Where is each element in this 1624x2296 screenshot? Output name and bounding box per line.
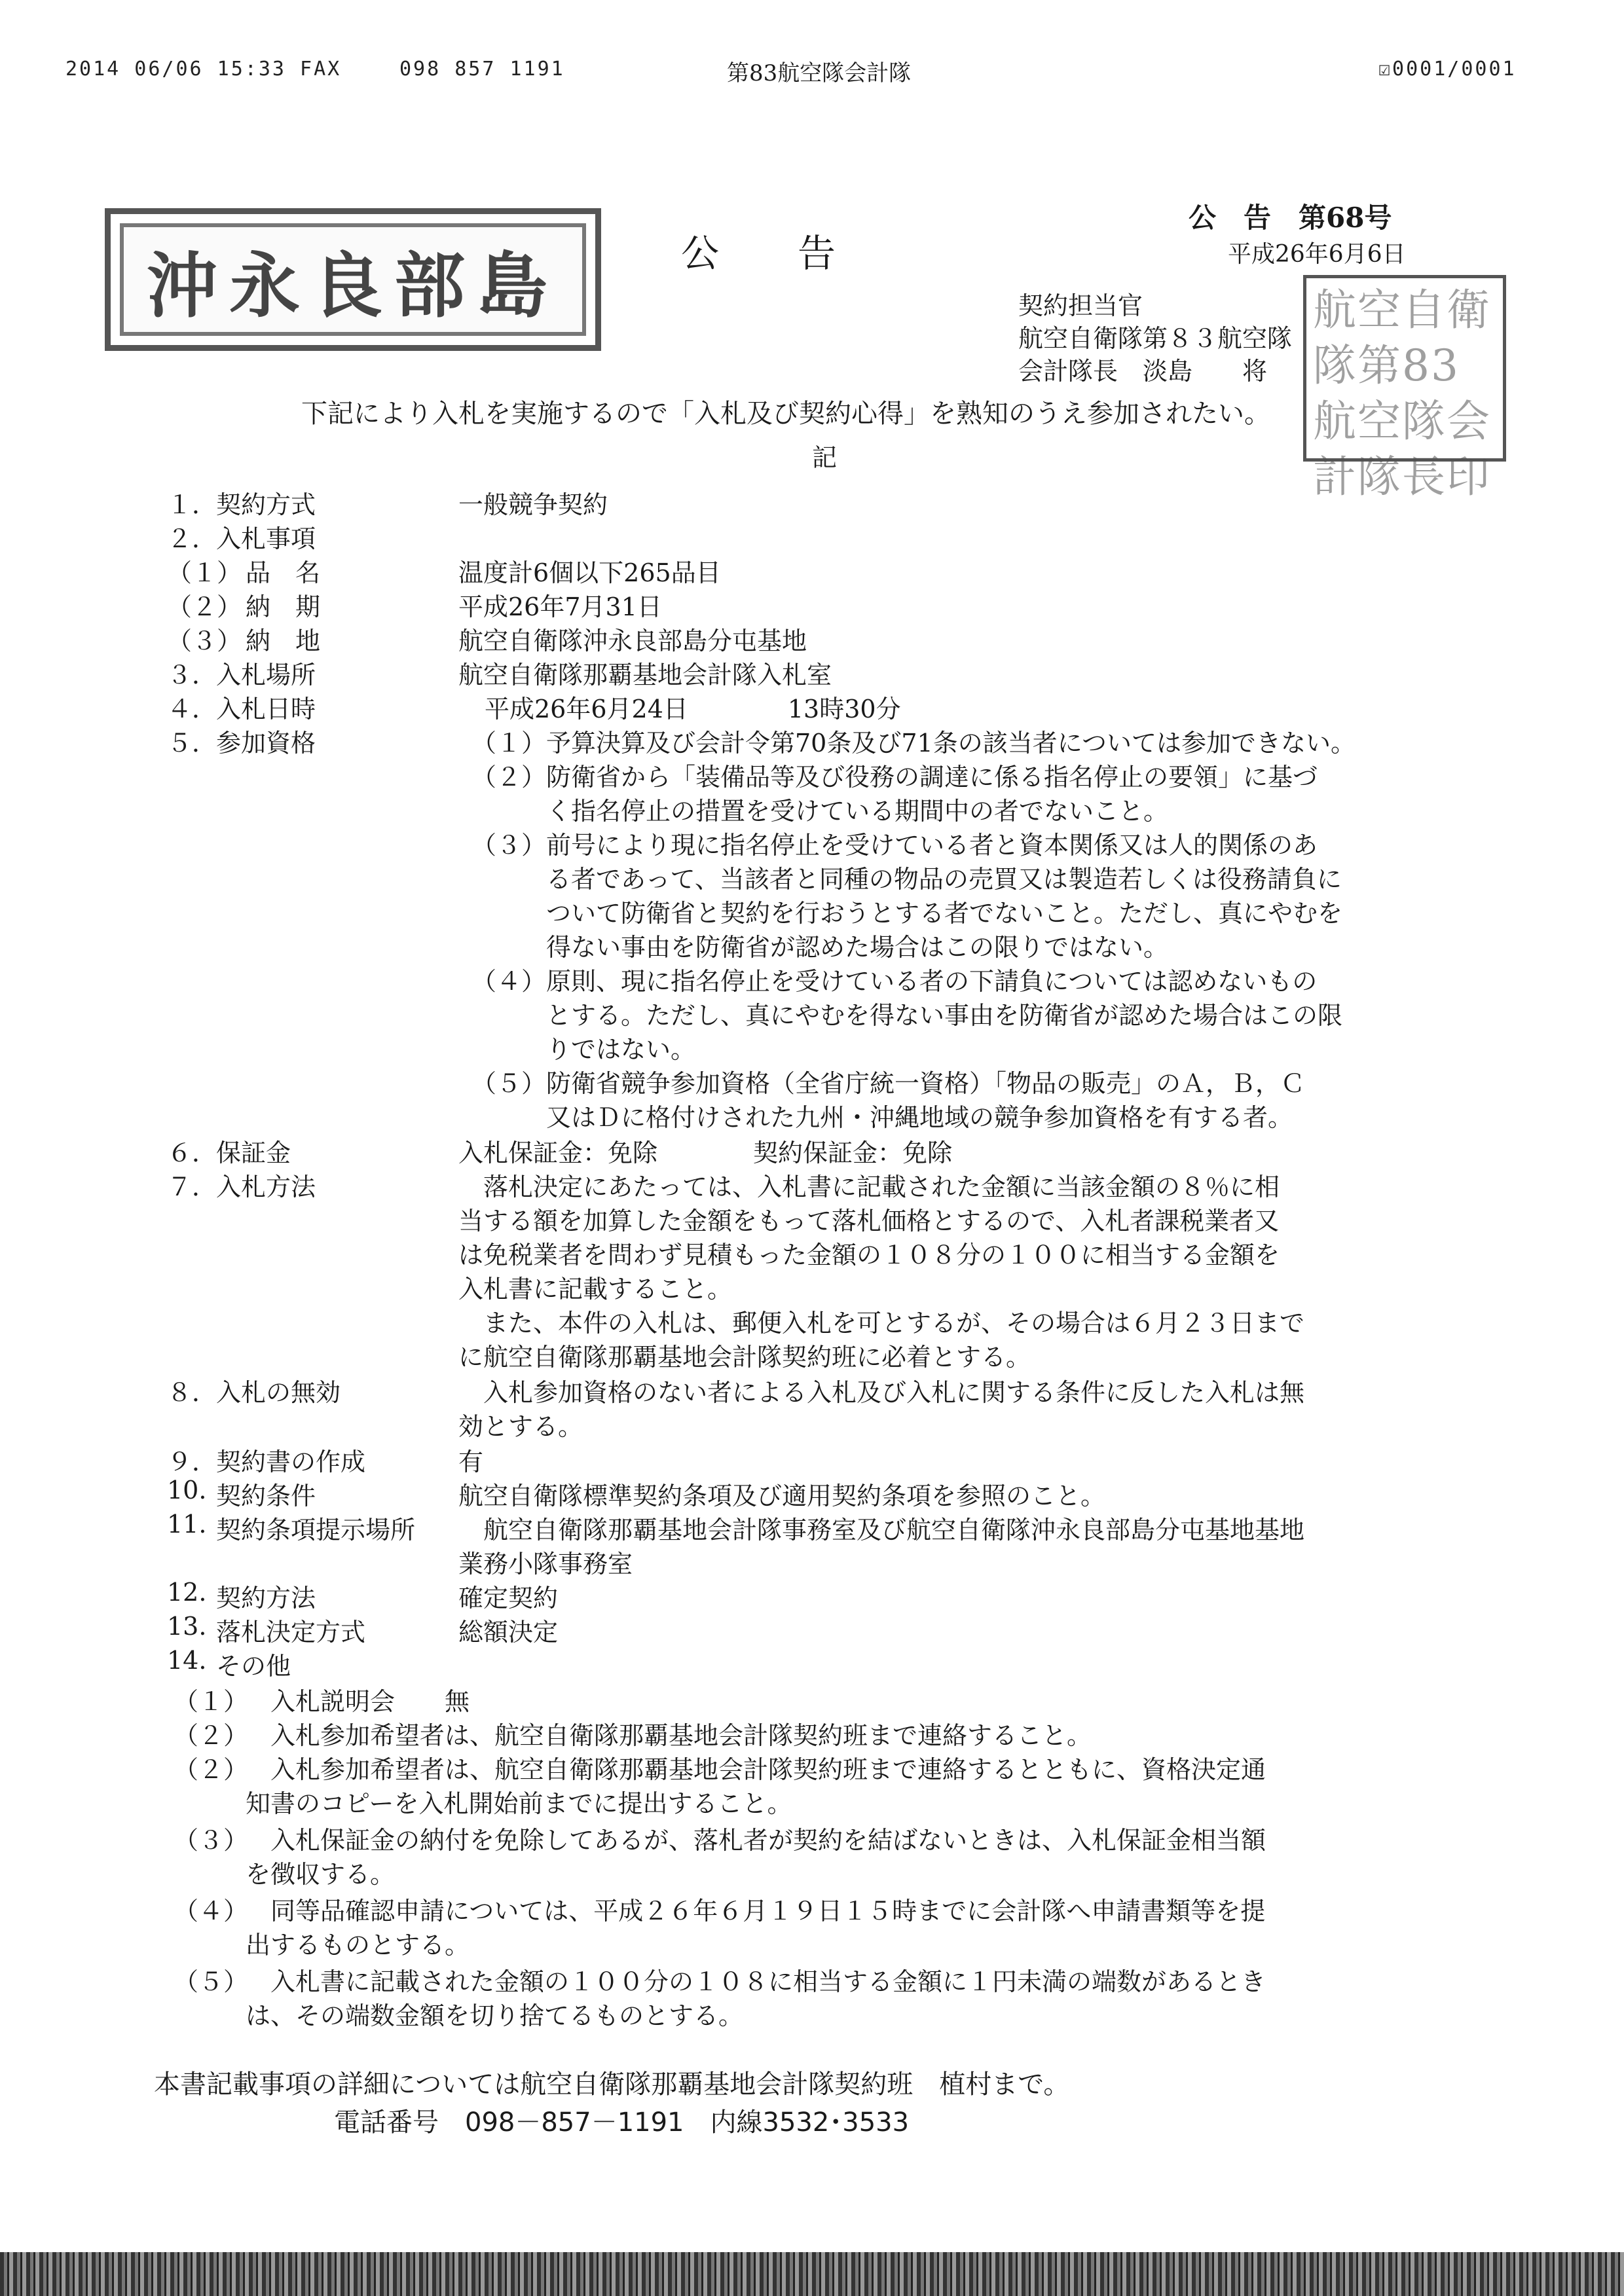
item-label-14: その他 <box>216 1652 291 1681</box>
qualification-line: 得ない事由を防衛省が認めた場合はこの限りではない。 <box>471 933 1169 962</box>
other-line: 入札参加希望者は、航空自衛隊那覇基地会計隊契約班まで連絡すること。 <box>246 1721 1092 1750</box>
item-text-3: 航空自衛隊那覇基地会計隊入札室 <box>458 661 832 689</box>
other-line: 出するものとする。 <box>246 1931 470 1959</box>
item-label-11: 契約条項提示場所 <box>216 1516 416 1544</box>
item-text-13: 総額決定 <box>458 1618 559 1647</box>
other-num: （４） <box>174 1897 249 1925</box>
other-line: 同等品確認申請については、平成２６年６月１９日１５時までに会計隊へ申請書類等を提 <box>246 1897 1266 1925</box>
bid-method-line: また、本件の入札は、郵便入札を可とするが、その場合は６月２３日まで <box>458 1309 1305 1338</box>
item-num-12: 12. <box>167 1578 207 1607</box>
other-line: を徴収する。 <box>246 1860 396 1889</box>
qualification-line: （４）原則、現に指名停止を受けている者の下請負については認めないもの <box>471 967 1318 996</box>
other-num: （２） <box>174 1721 249 1750</box>
fax-page-counter: ☑0001/0001 <box>1378 58 1517 81</box>
contract-deposit: 契約保証金：免除 <box>753 1139 953 1167</box>
item-label-2-2: 納 期 <box>246 592 321 621</box>
other-line: 入札保証金の納付を免除してあるが、落札者が契約を結ばないときは、入札保証金相当額 <box>246 1826 1266 1855</box>
item-num-5: ５． <box>167 729 217 757</box>
item-label-2: 入札事項 <box>216 524 316 553</box>
item-label-5: 参加資格 <box>216 729 316 757</box>
item-text-4: 平成26年6月24日 13時30分 <box>485 695 901 723</box>
official-title: 契約担当官 <box>1018 291 1143 320</box>
item-num-6: ６． <box>167 1139 217 1167</box>
item-label-12: 契約方法 <box>216 1584 316 1613</box>
item-label-8: 入札の無効 <box>216 1378 341 1407</box>
ki-heading: 記 <box>812 443 838 472</box>
item-num-7: ７． <box>167 1173 217 1201</box>
qualification-line: りではない。 <box>471 1035 696 1064</box>
qualification-line: く指名停止の措置を受けている期間中の者でないこと。 <box>471 797 1169 826</box>
bid-method-line: 入札書に記載すること。 <box>458 1275 733 1303</box>
item-text-2-2: 平成26年7月31日 <box>458 592 662 621</box>
official-name: 会計隊長 淡島 将 <box>1018 357 1268 386</box>
other-line: 知書のコピーを入札開始前までに提出すること。 <box>246 1789 792 1818</box>
other-num: （５） <box>174 1967 249 1996</box>
fax-sender: 第83航空隊会計隊 <box>727 60 912 86</box>
document-title: 公告 <box>681 231 915 276</box>
qualification-line: （３）前号により現に指名停止を受けている者と資本関係又は人的関係のあ <box>471 831 1318 860</box>
qualification-line: とする。ただし、真にやむを得ない事由を防衛省が認めた場合はこの限 <box>471 1001 1343 1030</box>
item-text-12: 確定契約 <box>458 1584 559 1613</box>
invalid-bid-line: 入札参加資格のない者による入札及び入札に関する条件に反した入札は無 <box>458 1378 1305 1407</box>
stamp-text: 沖永良部島 <box>146 244 559 327</box>
other-num: （３） <box>174 1826 249 1855</box>
other-num: （２） <box>174 1755 249 1784</box>
item-num-11: 11. <box>167 1510 207 1539</box>
item-text-10: 航空自衛隊標準契約条項及び適用契約条項を参照のこと。 <box>458 1482 1106 1510</box>
item-label-2-3: 納 地 <box>246 627 321 655</box>
other-line: 入札書に記載された金額の１００分の１０８に相当する金額に１円未満の端数があるとき <box>246 1967 1266 1996</box>
item-text-1: 一般競争契約 <box>458 490 608 519</box>
item-text-2-3: 航空自衛隊沖永良部島分屯基地 <box>458 627 807 655</box>
notice-number: 公 告 第68号 <box>1189 202 1392 234</box>
qualification-line: 又はＤに格付けされた九州・沖縄地域の競争参加資格を有する者。 <box>471 1103 1293 1132</box>
item-num-3: ３． <box>167 661 217 689</box>
other-line: 入札参加希望者は、航空自衛隊那覇基地会計隊契約班まで連絡するとともに、資格決定通 <box>246 1755 1266 1784</box>
contact-phone: 電話番号 098－857－1191 内線3532･3533 <box>334 2107 910 2138</box>
item-label-3: 入札場所 <box>216 661 316 689</box>
qualification-line: （５）防衛省競争参加資格（全省庁統一資格）「物品の販売」のＡ，Ｂ，Ｃ <box>471 1069 1306 1098</box>
item-num-14: 14. <box>167 1646 207 1675</box>
item-num-9: ９． <box>167 1448 217 1476</box>
qualification-line: （２）防衛省から「装備品等及び役務の調達に係る指名停止の要領」に基づ <box>471 763 1318 792</box>
item-num-4: ４． <box>167 695 217 723</box>
bid-method-line: に航空自衛隊那覇基地会計隊契約班に必着とする。 <box>458 1343 1031 1372</box>
item-num-1: １． <box>167 490 217 519</box>
item-num-2-2: （２） <box>167 592 242 621</box>
item-num-8: ８． <box>167 1378 217 1407</box>
item-num-13: 13. <box>167 1612 207 1641</box>
intro-text: 下記により入札を実施するので「入札及び契約心得」を熟知のうえ参加されたい。 <box>301 399 1270 429</box>
location-stamp <box>105 208 601 351</box>
item-label-7: 入札方法 <box>216 1173 316 1201</box>
item-text-9: 有 <box>458 1448 484 1476</box>
item-label-13: 落札決定方式 <box>216 1618 366 1647</box>
item-num-10: 10. <box>167 1476 207 1504</box>
item-num-2-3: （３） <box>167 627 242 655</box>
display-location-line: 業務小隊事務室 <box>458 1550 633 1578</box>
display-location-line: 航空自衛隊那覇基地会計隊事務室及び航空自衛隊沖永良部島分屯基地基地 <box>458 1516 1305 1544</box>
item-label-10: 契約条件 <box>216 1482 316 1510</box>
item-label-4: 入札日時 <box>216 695 316 723</box>
item-label-9: 契約書の作成 <box>216 1448 366 1476</box>
fax-number: 098 857 1191 <box>399 58 565 81</box>
bid-method-line: 当する額を加算した金額をもって落札価格とするので、入札者課税業者又 <box>458 1207 1280 1235</box>
fax-datetime: 2014 06/06 15:33 FAX <box>65 58 342 81</box>
other-line: は、その端数金額を切り捨てるものとする。 <box>246 2001 744 2030</box>
qualification-line: ついて防衛省と契約を行おうとする者でないこと。ただし、真にやむを <box>471 899 1343 928</box>
official-unit: 航空自衛隊第８３航空隊 <box>1018 324 1293 353</box>
other-num: （１） <box>174 1687 249 1716</box>
seal-text: 航空自衛隊第83航空隊会計隊長印 <box>1313 285 1491 502</box>
item-label-1: 契約方式 <box>216 490 316 519</box>
qualification-line: （１）予算決算及び会計令第70条及び71条の該当者については参加できない。 <box>471 729 1356 757</box>
bid-method-line: は免税業者を問わず見積もった金額の１０８分の１００に相当する金額を <box>458 1241 1280 1269</box>
item-label-6: 保証金 <box>216 1139 291 1167</box>
other-line: 入札説明会 無 <box>246 1687 470 1716</box>
official-seal <box>1303 275 1506 502</box>
bid-deposit: 入札保証金：免除 <box>458 1139 658 1167</box>
notice-date: 平成26年6月6日 <box>1228 241 1406 268</box>
invalid-bid-line: 効とする。 <box>458 1412 583 1441</box>
item-num-2: ２． <box>167 524 217 553</box>
item-text-2-1: 温度計6個以下265品目 <box>458 558 721 587</box>
bid-method-line: 落札決定にあたっては、入札書に記載された金額に当該金額の８％に相 <box>458 1173 1280 1201</box>
item-num-2-1: （１） <box>167 558 242 587</box>
item-label-2-1: 品 名 <box>246 558 321 587</box>
scan-edge-artifact <box>0 2252 1624 2296</box>
qualification-line: る者であって、当該者と同種の物品の売買又は製造若しくは役務請負に <box>471 865 1342 894</box>
contact-note: 本書記載事項の詳細については航空自衛隊那覇基地会計隊契約班 植村まで。 <box>154 2069 1070 2100</box>
